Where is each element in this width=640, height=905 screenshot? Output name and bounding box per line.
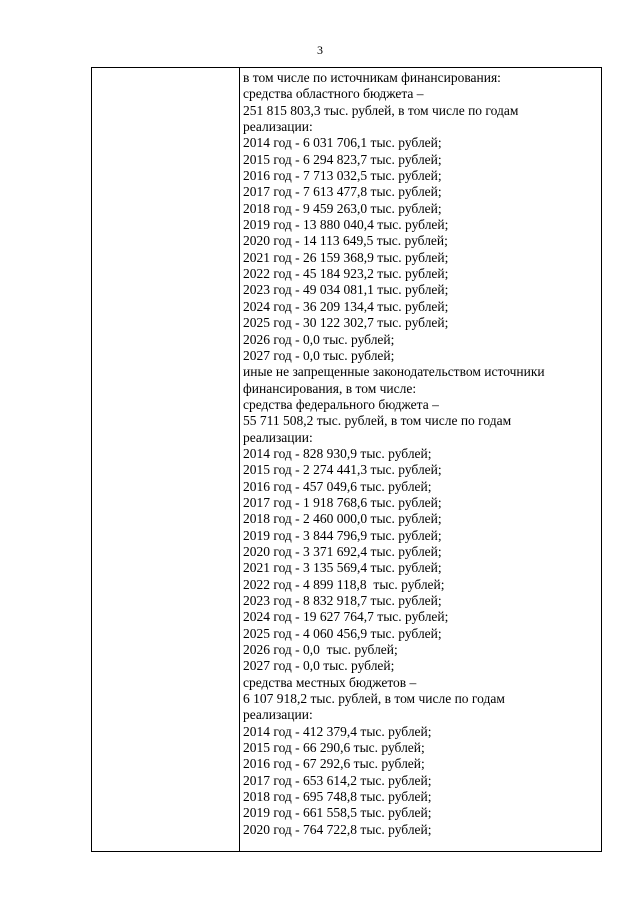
text-line: средства федерального бюджета – (243, 396, 439, 412)
text-line: 2023 год - 8 832 918,7 тыс. рублей; (243, 593, 442, 608)
text-line: 2024 год - 36 209 134,4 тыс. рублей; (243, 298, 449, 314)
text-line: реализации: (243, 707, 313, 723)
text-line: реализации: (243, 119, 313, 135)
text-line: 2018 год - 695 748,8 тыс. рублей; (243, 789, 432, 805)
text-line: 2019 год - 3 844 796,9 тыс. рублей; (243, 527, 442, 543)
text-line: 2020 год - 14 113 649,5 тыс. рублей; (243, 233, 448, 249)
text-line: 2017 год - 7 613 477,8 тыс. рублей; (243, 184, 442, 200)
text-line: 2026 год - 0,0 тыс. рублей; (243, 642, 398, 658)
text-line: 2015 год - 2 274 441,3 тыс. рублей; (243, 462, 442, 478)
text-line: 2016 год - 7 713 032,5 тыс. рублей; (243, 168, 442, 184)
text-line: 2014 год - 412 379,4 тыс. рублей; (243, 723, 432, 739)
text-line: 2019 год - 661 558,5 тыс. рублей; (243, 805, 432, 821)
text-line: 2017 год - 1 918 768,6 тыс. рублей; (243, 494, 442, 510)
text-line: 55 711 508,2 тыс. рублей, в том числе по годам (243, 413, 512, 429)
text-line: финансирования, в том числе: (243, 380, 417, 396)
text-line: 2014 год - 6 031 706,1 тыс. рублей; (243, 135, 442, 151)
text-line: 2015 год - 66 290,6 тыс. рублей; (243, 740, 425, 756)
text-line: 2018 год - 9 459 263,0 тыс. рублей; (243, 200, 442, 216)
text-line: 2022 год - 45 184 923,2 тыс. рублей; (243, 266, 449, 282)
text-line: 2027 год - 0,0 тыс. рублей; (243, 347, 395, 363)
text-line: 2016 год - 67 292,6 тыс. рублей; (243, 756, 425, 772)
text-line: 2026 год - 0,0 тыс. рублей; (243, 331, 395, 347)
funding-table (91, 67, 602, 852)
text-line: 6 107 918,2 тыс. рублей, в том числе по годам (243, 691, 505, 707)
text-line: 2021 год - 26 159 368,9 тыс. рублей; (243, 249, 449, 265)
text-line: 2021 год - 3 135 569,4 тыс. рублей; (243, 560, 442, 576)
text-line: 2027 год - 0,0 тыс. рублей; (243, 658, 395, 674)
text-line: 2018 год - 2 460 000,0 тыс. рублей; (243, 511, 442, 527)
text-line: 2014 год - 828 930,9 тыс. рублей; (243, 445, 432, 461)
text-line: 2016 год - 457 049,6 тыс. рублей; (243, 478, 432, 494)
text-line: 2023 год - 49 034 081,1 тыс. рублей; (243, 282, 449, 298)
text-line: 2017 год - 653 614,2 тыс. рублей; (243, 772, 432, 788)
text-line: 251 815 803,3 тыс. рублей, в том числе по годам (243, 102, 519, 118)
text-line: в том числе по источникам финансирования: (243, 70, 501, 85)
text-line: 2019 год - 13 880 040,4 тыс. рублей; (243, 217, 449, 233)
table-label-cell (92, 68, 240, 851)
text-line: 2025 год - 4 060 456,9 тыс. рублей; (243, 625, 442, 641)
text-line: иные не запрещенные законодательством источники (243, 364, 545, 380)
text-line: 2015 год - 6 294 823,7 тыс. рублей; (243, 151, 442, 167)
text-line: 2024 год - 19 627 764,7 тыс. рублей; (243, 609, 449, 625)
text-line: средства местных бюджетов – (243, 674, 417, 690)
text-line: 2020 год - 764 722,8 тыс. рублей; (243, 821, 432, 837)
text-line: реализации: (243, 429, 313, 445)
page-number: 3 (317, 43, 323, 57)
text-line: средства областного бюджета – (243, 86, 424, 102)
text-line: 2025 год - 30 122 302,7 тыс. рублей; (243, 315, 449, 331)
table-content-cell (240, 68, 601, 851)
text-line: 2020 год - 3 371 692,4 тыс. рублей; (243, 543, 442, 559)
text-line: 2022 год - 4 899 118,8 тыс. рублей; (243, 576, 445, 592)
